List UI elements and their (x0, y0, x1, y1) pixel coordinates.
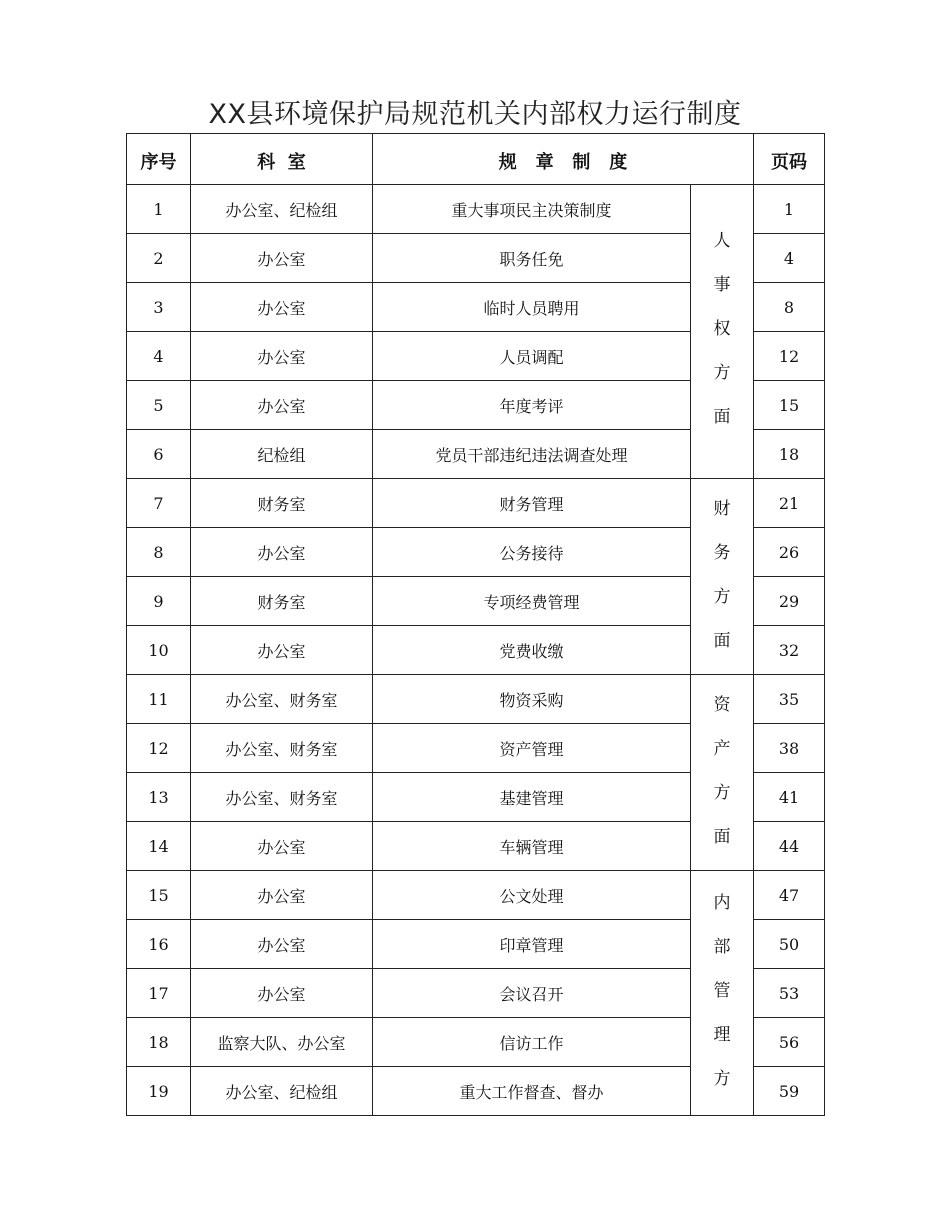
row-number: 4 (127, 332, 191, 381)
row-page: 15 (754, 381, 825, 430)
table-header-row (127, 134, 825, 185)
row-department: 办公室 (191, 822, 373, 871)
category-cell (691, 479, 754, 675)
row-page: 32 (754, 626, 825, 675)
document-title: XX县环境保护局规范机关内部权力运行制度 (208, 99, 742, 130)
row-regulation: 职务任免 (373, 234, 691, 283)
row-page: 47 (754, 871, 825, 920)
row-department: 办公室、纪检组 (191, 185, 373, 234)
category-char: 内 (713, 893, 731, 913)
row-department: 办公室、纪检组 (191, 1067, 373, 1116)
row-department: 办公室 (191, 528, 373, 577)
row-regulation: 会议召开 (373, 969, 691, 1018)
row-regulation: 党员干部违纪违法调查处理 (373, 430, 691, 479)
row-page: 41 (754, 773, 825, 822)
row-department: 财务室 (191, 479, 373, 528)
row-department: 办公室 (191, 332, 373, 381)
row-regulation: 财务管理 (373, 479, 691, 528)
category-char: 面 (713, 631, 731, 651)
row-number: 16 (127, 920, 191, 969)
header-no: 序号 (127, 134, 191, 185)
row-department: 办公室、财务室 (191, 724, 373, 773)
row-page: 38 (754, 724, 825, 773)
header-dept: 科 室 (191, 134, 373, 185)
category-char: 务 (713, 543, 731, 563)
row-number: 19 (127, 1067, 191, 1116)
table-row (127, 871, 825, 920)
row-regulation: 专项经费管理 (373, 577, 691, 626)
row-number: 11 (127, 675, 191, 724)
category-char: 方 (713, 363, 731, 383)
category-char: 人 (713, 231, 731, 251)
row-department: 办公室 (191, 234, 373, 283)
row-regulation: 重大工作督查、督办 (373, 1067, 691, 1116)
row-department: 办公室 (191, 381, 373, 430)
row-number: 17 (127, 969, 191, 1018)
row-department: 办公室 (191, 920, 373, 969)
row-number: 10 (127, 626, 191, 675)
row-department: 办公室、财务室 (191, 675, 373, 724)
category-cell (691, 675, 754, 871)
row-regulation: 年度考评 (373, 381, 691, 430)
row-number: 7 (127, 479, 191, 528)
row-page: 44 (754, 822, 825, 871)
row-department: 办公室、财务室 (191, 773, 373, 822)
row-page: 12 (754, 332, 825, 381)
row-number: 18 (127, 1018, 191, 1067)
row-regulation: 人员调配 (373, 332, 691, 381)
row-regulation: 印章管理 (373, 920, 691, 969)
category-char: 面 (713, 407, 731, 427)
row-page: 8 (754, 283, 825, 332)
row-regulation: 临时人员聘用 (373, 283, 691, 332)
row-page: 50 (754, 920, 825, 969)
row-page: 26 (754, 528, 825, 577)
row-regulation: 重大事项民主决策制度 (373, 185, 691, 234)
category-char: 面 (713, 827, 731, 847)
header-page: 页码 (754, 134, 825, 185)
row-number: 15 (127, 871, 191, 920)
row-number: 14 (127, 822, 191, 871)
row-regulation: 基建管理 (373, 773, 691, 822)
row-department: 财务室 (191, 577, 373, 626)
table-row (127, 185, 825, 234)
row-number: 3 (127, 283, 191, 332)
row-regulation: 车辆管理 (373, 822, 691, 871)
row-number: 6 (127, 430, 191, 479)
regulation-index-table (126, 133, 825, 1116)
category-char: 部 (713, 937, 731, 957)
category-char: 方 (713, 783, 731, 803)
row-regulation: 资产管理 (373, 724, 691, 773)
row-regulation: 党费收缴 (373, 626, 691, 675)
row-regulation: 物资采购 (373, 675, 691, 724)
category-char: 权 (713, 319, 731, 339)
row-page: 18 (754, 430, 825, 479)
row-regulation: 信访工作 (373, 1018, 691, 1067)
row-department: 办公室 (191, 871, 373, 920)
row-page: 53 (754, 969, 825, 1018)
row-number: 8 (127, 528, 191, 577)
row-department: 纪检组 (191, 430, 373, 479)
row-number: 9 (127, 577, 191, 626)
row-number: 1 (127, 185, 191, 234)
row-regulation: 公文处理 (373, 871, 691, 920)
category-char: 理 (713, 1025, 731, 1045)
header-rule: 规 章 制 度 (373, 134, 754, 185)
table-row (127, 675, 825, 724)
row-number: 12 (127, 724, 191, 773)
row-page: 29 (754, 577, 825, 626)
category-char: 产 (713, 739, 731, 759)
row-department: 监察大队、办公室 (191, 1018, 373, 1067)
row-number: 13 (127, 773, 191, 822)
category-char: 财 (713, 499, 731, 519)
row-page: 35 (754, 675, 825, 724)
category-char: 管 (713, 981, 731, 1001)
category-cell (691, 185, 754, 479)
table-row (127, 479, 825, 528)
category-char: 事 (713, 275, 731, 295)
row-number: 5 (127, 381, 191, 430)
category-char: 方 (713, 587, 731, 607)
category-char: 方 (713, 1069, 731, 1089)
category-cell (691, 871, 754, 1116)
row-department: 办公室 (191, 969, 373, 1018)
row-page: 21 (754, 479, 825, 528)
row-page: 1 (754, 185, 825, 234)
row-page: 4 (754, 234, 825, 283)
row-page: 59 (754, 1067, 825, 1116)
category-char: 资 (713, 695, 731, 715)
row-regulation: 公务接待 (373, 528, 691, 577)
row-page: 56 (754, 1018, 825, 1067)
row-number: 2 (127, 234, 191, 283)
row-department: 办公室 (191, 626, 373, 675)
row-department: 办公室 (191, 283, 373, 332)
